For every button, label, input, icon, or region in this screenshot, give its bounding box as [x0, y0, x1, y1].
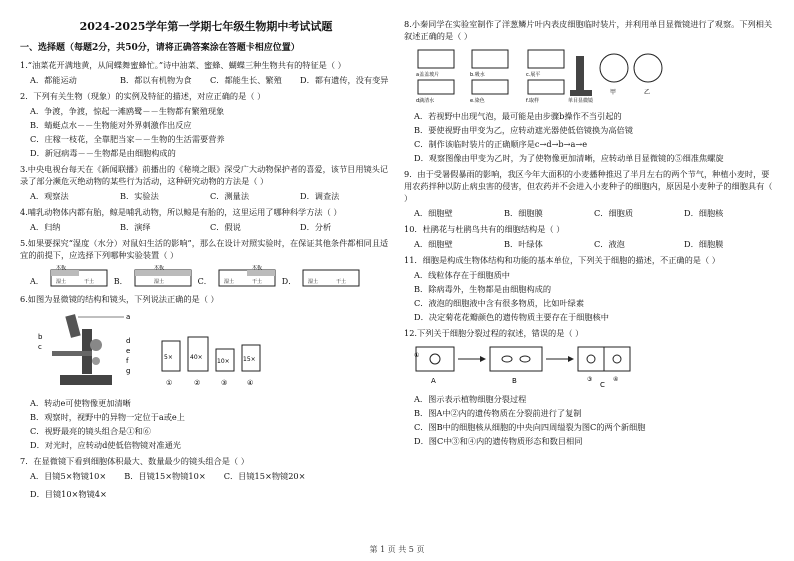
label-a: a — [126, 313, 131, 321]
option-d[interactable]: D．分析 — [300, 222, 332, 232]
option-a[interactable]: A．目镜5×物镜10× — [30, 471, 107, 481]
setup-a-board-label: 木板 — [55, 265, 66, 271]
question-10-options — [404, 238, 776, 250]
label-d: d — [126, 337, 131, 345]
question-5-figures — [30, 265, 392, 287]
cell-c-number-4: ④ — [613, 376, 619, 383]
option-d[interactable]: D．细胞核 — [684, 208, 724, 218]
option-c[interactable]: C． — [197, 277, 212, 286]
view-jia-label: 甲 — [610, 89, 617, 96]
question-2-options — [20, 105, 392, 159]
question-8: 8.小秦同学在实验室制作了洋葱鳞片叶内表皮细胞临时装片，并利用单目显微镜进行了观察。下列相关叙述正确的是（ ） — [404, 19, 773, 41]
lens-4-number: ④ — [247, 379, 254, 387]
lens-1-label: 5× — [164, 354, 173, 361]
step-b-label: b.吸水 — [470, 72, 485, 78]
option-b[interactable]: B．都以有机物为食 — [120, 75, 192, 85]
setup-a-dry-label: 干土 — [83, 279, 94, 285]
left-column — [20, 18, 392, 504]
option-c[interactable]: C．测量法 — [210, 191, 250, 201]
right-column — [404, 18, 776, 451]
option-b[interactable]: B．除病毒外，生物都是由细胞构成的 — [414, 284, 552, 294]
option-a[interactable]: A．细胞壁 — [414, 239, 453, 249]
question-6: 6.如图为显微镜的结构和镜头，下列说法正确的是（ ） — [20, 294, 219, 304]
option-b[interactable]: B．目镜15×物镜10× — [124, 471, 206, 481]
setup-c-wet-label: 湿土 — [223, 279, 234, 285]
option-d[interactable]: D．目镜10×物镜4× — [30, 489, 107, 499]
option-b[interactable]: B．实验法 — [120, 191, 159, 201]
step-a-label: a盖盖玻片 — [416, 72, 440, 78]
question-7-options — [20, 470, 392, 500]
label-b: b — [38, 333, 43, 341]
label-f: f — [126, 357, 129, 365]
option-b[interactable]: B．蜻蜓点水－－生物能对外界刺激作出反应 — [30, 120, 192, 130]
question-4: 4.哺乳动物体内都有胎，鲸是哺乳动物，所以鲸是有胎的，这里运用了哪种科学方法（ ） — [20, 207, 342, 217]
option-a[interactable]: A．归纳 — [30, 222, 61, 232]
lens-3-label: 10× — [217, 358, 230, 365]
option-a[interactable]: A．线粒体存在于细胞质中 — [414, 270, 510, 280]
setup-c-dry-label: 干土 — [251, 279, 262, 285]
question-12-figures — [414, 343, 776, 387]
microscope-figure — [30, 309, 150, 391]
question-3-options — [20, 190, 392, 202]
label-c: c — [38, 343, 42, 351]
cell-a-number: ① — [414, 352, 420, 359]
option-c[interactable]: C．液泡 — [594, 239, 625, 249]
question-8-options — [404, 110, 776, 164]
slide-steps-figure — [414, 46, 664, 104]
option-d[interactable]: D．都有遗传，没有变异 — [300, 75, 389, 85]
label-g: g — [126, 367, 131, 375]
setup-b-wet-label: 湿土 — [153, 279, 164, 285]
option-c[interactable]: C．假说 — [210, 222, 241, 232]
setup-d-dry-label: 干土 — [336, 279, 347, 285]
question-4-options — [20, 221, 392, 233]
option-d[interactable]: D． — [281, 277, 297, 286]
question-7: 7．在显微镜下看到细胞体积最大、数量最少的镜头组合是（ ） — [20, 456, 249, 466]
option-c[interactable]: C．细胞质 — [594, 208, 634, 218]
question-9: 9．由于受暑假暴雨的影响，我区今年大面积的小麦播种推迟了半月左右的两个节气，种植小麦时，要用农药拌种以防止病虫害的侵害，但农药并不会进入小麦种子的细胞内，原因是小麦种子的细胞具有（ ） — [404, 169, 773, 203]
step-e-label: e.染色 — [470, 98, 485, 104]
option-c[interactable]: C．都能生长、繁殖 — [210, 75, 282, 85]
option-a[interactable]: A．都能运动 — [30, 75, 77, 85]
option-b[interactable]: B． — [113, 277, 128, 286]
question-11: 11．细胞是构成生物体结构和功能的基本单位，下列关于细胞的描述，不正确的是（ ） — [404, 255, 720, 265]
setup-a-figure — [50, 265, 108, 287]
setup-c-board-label: 木板 — [251, 265, 262, 271]
option-d[interactable]: D．图C中③和④内的遗传物质形态和数目相同 — [414, 436, 583, 446]
option-c[interactable]: C．视野最亮的镜头组合是①和⑥ — [30, 426, 151, 436]
question-8-figures — [414, 46, 776, 104]
step-d-label: d滴清水 — [416, 98, 435, 104]
option-d[interactable]: D．新冠病毒－－生物都是由细胞构成的 — [30, 148, 176, 158]
lens-1-number: ① — [166, 379, 173, 387]
option-d[interactable]: D．决定菊花花瓣颜色的遗传物质主要存在于细胞核中 — [414, 312, 609, 322]
question-1-options — [20, 74, 392, 86]
option-b[interactable]: B．演绎 — [120, 222, 151, 232]
cell-c-number-3: ③ — [587, 376, 593, 383]
view-yi-label: 乙 — [644, 89, 651, 96]
option-c[interactable]: C．目镜15×物镜20× — [223, 471, 306, 481]
section-heading: 一、选择题（每题2分，共50分，请将正确答案涂在答题卡相应位置） — [20, 43, 300, 53]
setup-a-wet-label: 湿土 — [55, 279, 66, 285]
lens-2-label: 40× — [190, 354, 203, 361]
setup-d-wet-label: 湿土 — [308, 279, 319, 285]
option-a[interactable]: A．观察法 — [30, 191, 69, 201]
question-10: 10．杜鹃花与杜鹃鸟共有的细胞结构是（ ） — [404, 224, 565, 234]
step-f-label: f.取样 — [526, 98, 539, 104]
lens-figure — [160, 331, 270, 391]
option-b[interactable]: B．图A中②内的遗传物质在分裂前进行了复制 — [414, 408, 582, 418]
option-d[interactable]: D．调查法 — [300, 191, 340, 201]
question-2: 2．下列有关生物（现象）的实例及特征的描述，对应正确的是（ ） — [20, 91, 266, 101]
setup-d-figure — [302, 265, 360, 287]
cell-division-figure — [414, 343, 634, 387]
question-11-options — [404, 269, 776, 323]
cell-c-label: C — [600, 381, 605, 387]
option-a[interactable]: A．若视野中出现气泡，最可能是由步骤b操作不当引起的 — [414, 111, 622, 121]
microscope-label: 单目显微镜 — [568, 98, 594, 104]
option-d[interactable]: D．观察图像由甲变为乙时，为了使物像更加清晰，应转动单目显微镜的⑤细准焦螺旋 — [414, 153, 724, 163]
option-d[interactable]: D．细胞膜 — [684, 239, 724, 249]
exam-title: 2024-2025学年第一学期七年级生物期中考试试题 — [79, 20, 333, 33]
option-c[interactable]: C．制作该临时装片的正确顺序是c→d→b→a→e — [414, 139, 588, 149]
option-a[interactable]: A．图示表示植物细胞分裂过程 — [414, 394, 527, 404]
question-6-figures — [30, 309, 392, 391]
lens-3-number: ③ — [221, 379, 228, 387]
question-6-options — [20, 397, 392, 451]
option-d[interactable]: D．对光时，应转动d使低倍物镜对准通光 — [30, 440, 181, 450]
setup-c-figure — [218, 265, 276, 287]
option-a[interactable]: A．转动e可使物像更加清晰 — [30, 398, 131, 408]
option-b[interactable]: B．要使视野由甲变为乙，应转动遮光器使低倍镜换为高倍镜 — [414, 125, 633, 135]
option-c[interactable]: C．液泡的细胞液中含有很多物质，比如叶绿素 — [414, 298, 585, 308]
option-a[interactable]: A． — [30, 277, 44, 286]
cell-b-label: B — [512, 377, 517, 385]
question-9-options — [404, 207, 776, 219]
option-a[interactable]: A．细胞壁 — [414, 208, 453, 218]
option-c[interactable]: C．庄稼一枝花，全靠肥当家－－生物的生活需要营养 — [30, 134, 225, 144]
option-b[interactable]: B．细胞膜 — [504, 208, 543, 218]
option-a[interactable]: A．争渡，争渡，惊起一滩鸥鹭－－生物都有繁殖现象 — [30, 106, 225, 116]
question-12-options — [404, 393, 776, 447]
option-c[interactable]: C．图B中的细胞核从细胞的中央向四周缢裂为图C的两个新细胞 — [414, 422, 646, 432]
setup-b-figure — [134, 265, 192, 287]
question-12: 12.下列关于细胞分裂过程的叙述，错误的是（ ） — [404, 328, 584, 338]
lens-2-number: ② — [194, 379, 201, 387]
option-b[interactable]: B．观察时，视野中的异物一定位于a或e上 — [30, 412, 185, 422]
lens-4-label: 15× — [243, 356, 256, 363]
page-footer: 第 1 页 共 5 页 — [369, 545, 425, 554]
question-5: 5.如果要探究“湿度（水分）对鼠妇生活的影响”，那么在设计对照实验时，在保证其他条件都相同且适宜的前提下，应选择下列哪种实验装置（ ） — [20, 238, 389, 260]
setup-b-board-label: 木板 — [153, 265, 164, 271]
cell-a-label: A — [431, 377, 436, 385]
label-e: e — [126, 347, 131, 355]
question-3: 3.中央电视台每天在《新闻联播》前播出的《秘境之眼》深受广大动物保护者的喜爱，该节目用镜头记录了部分濒危灭绝动物的某些行为活动，这种研究动物的方法是（ ） — [20, 164, 389, 186]
option-b[interactable]: B．叶绿体 — [504, 239, 543, 249]
question-1: 1.“油菜花开满地黄，从间蝶舞蜜蜂忙。”诗中油菜、蜜蜂、蝴蝶三种生物共有的特征是（ ） — [20, 60, 346, 70]
step-c-label: c.展平 — [526, 72, 541, 78]
